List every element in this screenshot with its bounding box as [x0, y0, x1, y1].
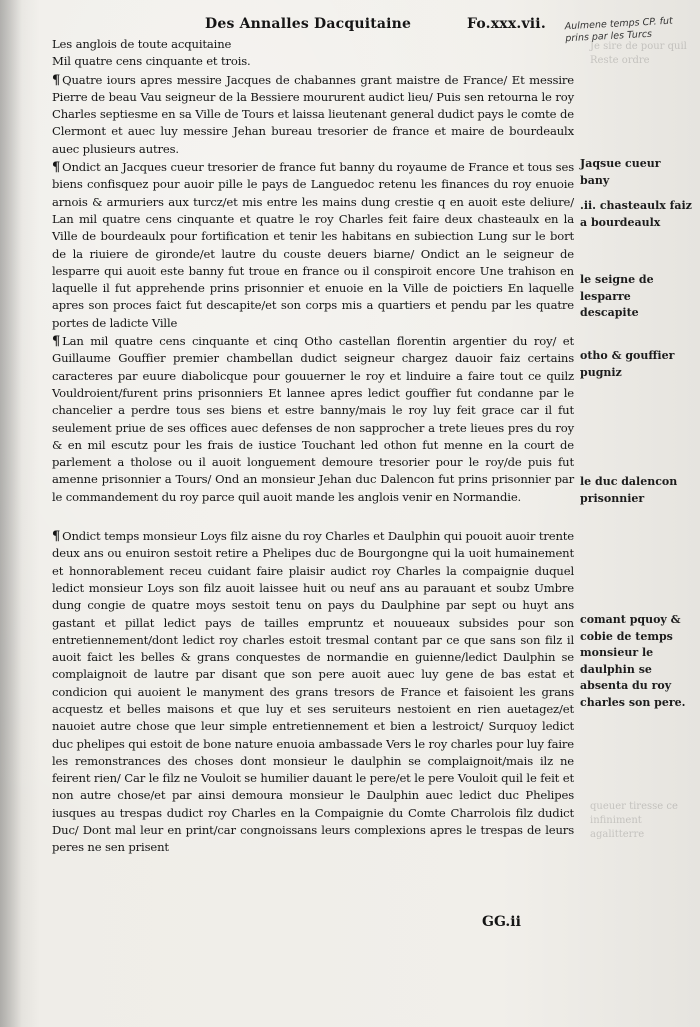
- margin-note-alencon: le duc dalencon prisonnier: [580, 475, 678, 505]
- bleed-through-text: Je sire de pour quil Reste ordre: [590, 41, 687, 66]
- page-header: [205, 16, 545, 38]
- body-text: [52, 36, 574, 857]
- margin-note-cueur: Jaqsue cueur bany: [580, 157, 661, 187]
- paragraph-text: Quatre iours apres messire Jacques de chabannes grant maistre de France/ Et messire Pierre de beau Vau seigneur de la Bessiere moururent audict lieu/ Puis sen retourna le roy Charles septiesme en sa Ville de Tours et laissa lieutenant general dudict pays le comte de Clermont et auec luy messire Jehan bureau tresorier de france et maire de bourdeaulx auec plusieurs autres.: [52, 72, 574, 156]
- paragraph-text: Les anglois de toute acquitaine: [52, 37, 232, 51]
- paragraph: [52, 333, 574, 506]
- paragraph-text: Mil quatre cens cinquante et trois.: [52, 54, 251, 69]
- paragraph-text: Lan mil quatre cens cinquante et cinq Otho castellan florentin argentier du roy/ et Guillaume Gouffier premier chambellan dudict seigneur chargez dauoir faiz certains caracteres par euure diabolicque pour gouuerner le roy et linduire a faire tout ce quilz Vouldroient/furent prins prisonniers Et lannee apres ledict gouffier fut condanne par le chancelier a perdre tous ses biens et estre banny/mais le roy luy feit grace car il fut seulement priue de ses offices auec defenses de non sapprocher a trete lieues pres du roy & en mil escutz pour les frais de iustice Touchant led othon fut menne en la court de parlement a tholose ou il auoit longuement demoure tresorier pour le roy/de puis fut amenne prisonnier a Tours/ Ond an monsieur Jehan duc Dalencon fut prins prisonnier par le commandement du roy parce quil auoit mande les anglois venir en Normandie.: [52, 334, 574, 504]
- paragraph: [52, 36, 574, 53]
- margin-note-chasteaux: .ii. chasteaulx faiz a bourdeaulx: [580, 199, 692, 229]
- pilcrow-icon: ¶: [52, 72, 61, 88]
- pilcrow-icon: ¶: [52, 160, 61, 176]
- bleed-through-text: queuer tiresse ce infiniment agalitterre: [590, 801, 678, 840]
- folio-number: Fo.xxx.vii.: [467, 16, 546, 32]
- pilcrow-icon: ¶: [52, 529, 61, 545]
- signature-mark: GG.ii: [482, 914, 521, 930]
- paragraph: [52, 53, 574, 70]
- pilcrow-icon: ¶: [52, 334, 61, 350]
- paragraph-text: Ondict temps monsieur Loys filz aisne du roy Charles et Daulphin qui pouoit auoir trente deux ans ou enuiron sestoit retire a Phelipes duc de Bourgongne qui la uoit humainement et honnorablement receu cuidant faire plaisir audict roy Charles la compaignie duquel ledict monsieur Loys son filz auoit laissee huit ou neuf ans au parauant et soubz Umbre dung congie de quatre moys sestoit tenu on pays du Daulphine par sept ou huyt ans gastant et pillat ledict pays de tailles empruntz et nouueaux subsides pour son entretiennement/dont ledict roy charles estoit tresmal contant par ce que sans son filz il auoit faict les belles & grans conquestes de normandie en guienne/ledict Daulphin se complaignoit de lautre par disant que son pere auoit auec luy gene de bas estat et condicion qui auoient le manyment des grans tresors de France et faisoient les grans acquestz et belles maisons et que luy et ses seruiteurs nestoient en rien auetagez/et nauoiet autre chose que leur simple entretiennement et bien a lestroict/ Surquoy ledict duc phelipes qui estoit de bone nature enuoia ambassade Vers le roy charles pour luy faire les remonstrances des choses dont monsieur le daulphin se complaignoit/mais ilz ne feirent rien/ Car le filz ne Vouloit se humilier dauant le pere/et le pere Vouloit quil le feit et non autre chose/et par ainsi demoura monsieur le Daulphin auec ledict duc Phelipes iusques au trespas dudict roy Charles en la Compaignie du Comte Charrolois filz dudict Duc/ Dont mal leur en print/car congnoissans leurs complexions apres le trespas de leurs peres ne sen prisent: [52, 529, 574, 855]
- margin-note-lesparre: le seigne de lesparre descapite: [580, 273, 654, 319]
- gutter-shadow: [0, 0, 22, 1027]
- paragraph: [52, 528, 574, 857]
- handwritten-note: Aulmene temps CP. fut prins par les Turcs: [564, 15, 674, 45]
- paragraph: [52, 72, 574, 158]
- margin-note-loys: comant pquoy & cobie de temps monsieur le daulphin se absenta du roy charles son pere.: [580, 613, 686, 709]
- paragraph: [52, 159, 574, 332]
- paragraph-text: Ondict an Jacques cueur tresorier de france fut banny du royaume de France et tous ses biens confisquez pour auoir pille le pays de Languedoc retenu les finances du roy enuoie arnois & armuriers aux turcz/et mis entre les mains dung crestie q en auoit este deliure/ Lan mil quatre cens cinquante et quatre le roy Charles feit faire deux chasteaulx en la Ville de bourdeaulx pour fortification et tenir les habitans en subiection Lung sur le bort de la riuiere de gironde/et lautre du couste deuers biarne/ Ondict an le seigneur de lesparre qui auoit este banny fut troue en france ou il conspiroit encore Une trahison en laquelle il fut apprehende prins prisonnier et enuoie en la Ville de poictiers En laquelle apres son proces faict fut descapite/et son corps mis a quartiers et pendu par les quatre portes de ladicte Ville: [52, 160, 574, 330]
- running-title: Des Annalles Dacquitaine: [205, 16, 412, 32]
- margin-note-gouffier: otho & gouffier pugniz: [580, 349, 675, 379]
